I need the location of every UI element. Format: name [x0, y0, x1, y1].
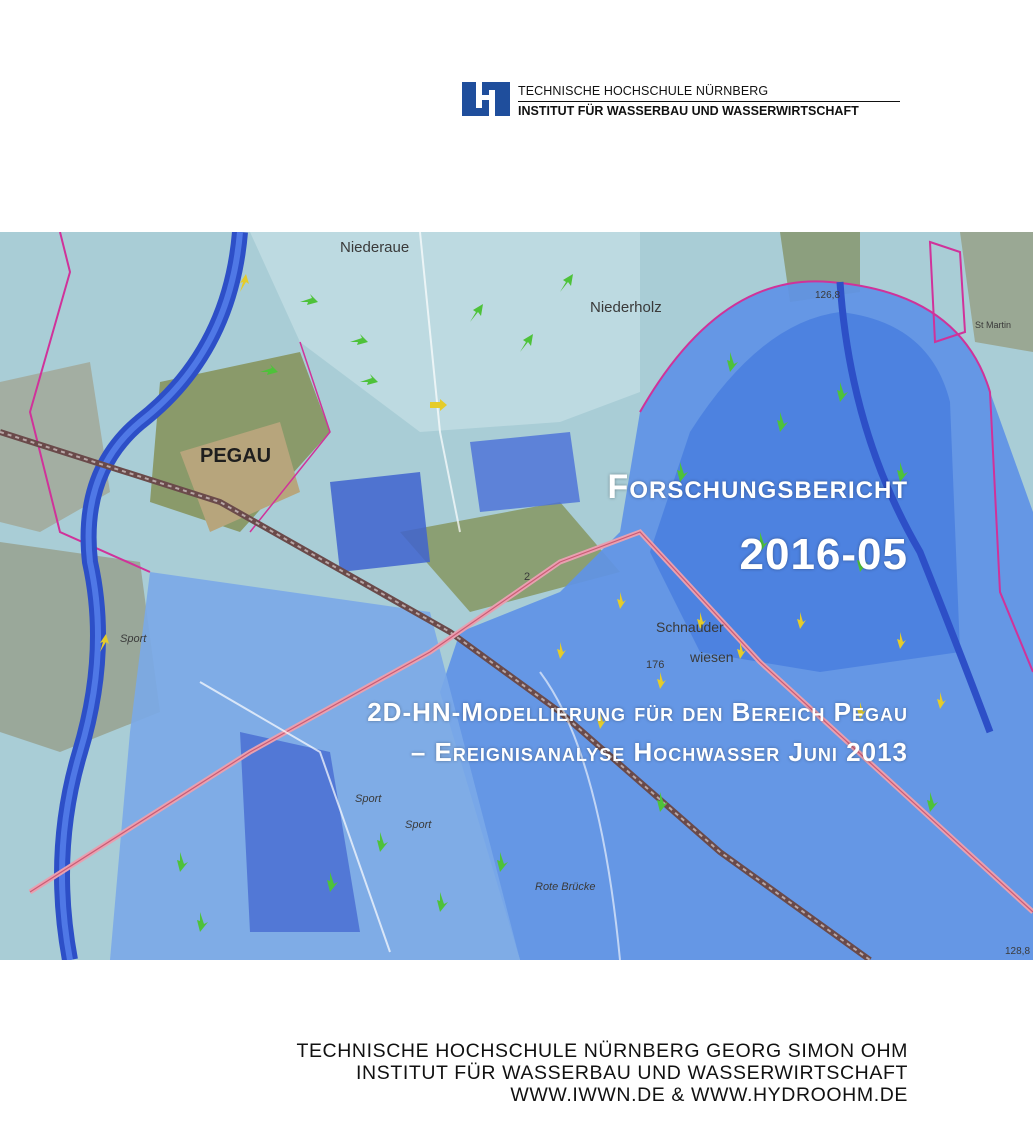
map-label-elevation-1: 126,8: [815, 290, 841, 301]
university-logo: [462, 82, 510, 116]
footer: [296, 1040, 908, 1106]
report-subtitle-line1: 2D-HN-Modellierung für den Bereich Pegau: [367, 697, 908, 727]
header-institute-name: INSTITUT FÜR WASSERBAU UND WASSERWIRTSCHAFT: [518, 104, 859, 118]
header-divider: [518, 101, 900, 102]
report-title: Forschungsbericht: [607, 468, 908, 506]
map-label-road-176: 176: [646, 659, 665, 671]
footer-university: TECHNISCHE HOCHSCHULE NÜRNBERG GEORG SIMON OHM: [296, 1040, 908, 1062]
map-label-pegau: PEGAU: [200, 445, 272, 467]
report-number: 2016-05: [739, 530, 908, 579]
map-label-sport-3: Sport: [405, 819, 432, 831]
map-label-niederholz: Niederholz: [590, 299, 662, 316]
flood-pond-north: [470, 432, 580, 512]
footer-websites: WWW.IWWN.DE & WWW.HYDROOHM.DE: [510, 1084, 908, 1106]
map-label-niederaue: Niederaue: [340, 239, 410, 256]
map-label-rote-bruecke: Rote Brücke: [535, 881, 596, 893]
header-university-name: TECHNISCHE HOCHSCHULE NÜRNBERG: [518, 84, 769, 98]
map-label-schnauder: Schnauder: [656, 619, 724, 635]
flood-map-graphic: [0, 232, 1033, 960]
report-subtitle-line2: – Ereignisanalyse Hochwasser Juni 2013: [410, 737, 908, 767]
report-subtitle: [367, 692, 908, 772]
map-label-sport-2: Sport: [355, 793, 382, 805]
map-label-sport-1: Sport: [120, 633, 147, 645]
map-label-wiesen: wiesen: [690, 649, 734, 665]
flood-pond-center: [330, 472, 430, 572]
map-label-st-martin: St Martin: [975, 320, 1012, 330]
footer-institute: INSTITUT FÜR WASSERBAU UND WASSERWIRTSCHAFT: [356, 1062, 908, 1084]
institute-header: [462, 80, 902, 120]
map-label-elevation-2: 128,8: [1005, 946, 1031, 957]
map-label-road-2: 2: [524, 571, 531, 583]
flood-map: [0, 232, 1033, 960]
